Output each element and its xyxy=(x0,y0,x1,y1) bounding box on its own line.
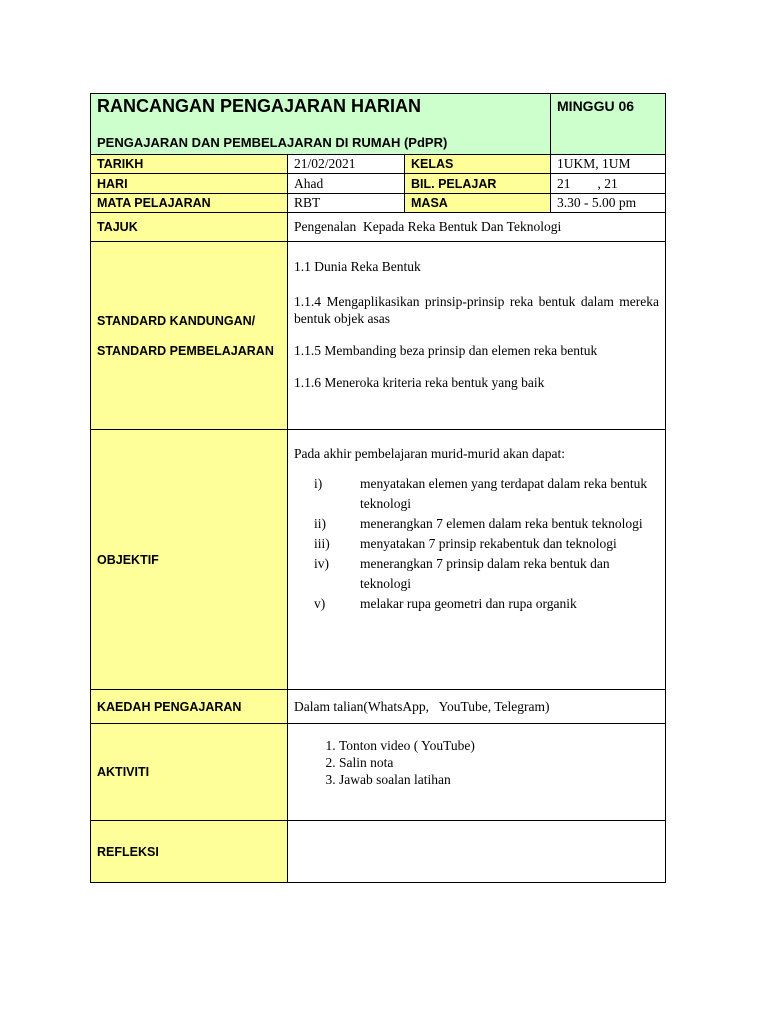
objektif-item-text: menerangkan 7 elemen dalam reka bentuk teknologi xyxy=(360,516,643,531)
info-row-tarikh xyxy=(91,155,666,174)
objektif-list xyxy=(294,474,659,614)
objektif-item xyxy=(294,554,659,594)
bil-pelajar-value: 21 , 21 xyxy=(551,174,666,194)
aktiviti-item: 3. Jawab soalan latihan xyxy=(339,771,659,788)
refleksi-value xyxy=(288,821,666,883)
standard-label-cell xyxy=(91,242,288,430)
aktiviti-row xyxy=(91,724,666,821)
standard-item: 1.1.4 Mengaplikasikan prinsip-prinsip reka bentuk dalam mereka bentuk objek asas xyxy=(294,294,660,326)
bil-pelajar-label: BIL. PELAJAR xyxy=(405,174,551,194)
refleksi-row xyxy=(91,821,666,883)
kaedah-label: KAEDAH PENGAJARAN xyxy=(91,690,288,724)
lesson-plan-table xyxy=(90,93,666,883)
tarikh-label: TARIKH xyxy=(91,155,288,174)
refleksi-label: REFLEKSI xyxy=(91,821,288,883)
tajuk-label: TAJUK xyxy=(91,213,288,242)
tajuk-value: Pengenalan Kepada Reka Bentuk Dan Teknologi xyxy=(288,213,666,242)
tarikh-value: 21/02/2021 xyxy=(288,155,405,174)
header-title-cell xyxy=(91,94,551,155)
aktiviti-list xyxy=(294,737,659,788)
masa-label: MASA xyxy=(405,194,551,213)
objektif-item xyxy=(294,474,659,514)
week-cell xyxy=(551,94,666,155)
document-title: RANCANGAN PENGAJARAN HARIAN xyxy=(97,96,422,116)
kaedah-value: Dalam talian(WhatsApp, YouTube, Telegram) xyxy=(288,690,666,724)
objektif-row xyxy=(91,430,666,690)
info-row-mata-pelajaran xyxy=(91,194,666,213)
lesson-plan-sheet xyxy=(90,93,665,883)
aktiviti-label: AKTIVITI xyxy=(91,724,288,821)
week-label: MINGGU 06 xyxy=(557,98,635,114)
objektif-item xyxy=(294,534,659,554)
objektif-item-number: iv) xyxy=(314,556,329,571)
objektif-item-number: iii) xyxy=(314,536,330,551)
objektif-label: OBJEKTIF xyxy=(91,430,288,690)
objektif-item xyxy=(294,594,659,614)
objektif-intro: Pada akhir pembelajaran murid-murid akan dapat: xyxy=(294,446,566,461)
standard-kandungan-label: STANDARD KANDUNGAN/ xyxy=(97,313,256,328)
objektif-item-number: ii) xyxy=(314,516,326,531)
kelas-label: KELAS xyxy=(405,155,551,174)
standard-row xyxy=(91,242,666,430)
info-row-hari xyxy=(91,174,666,194)
kaedah-row xyxy=(91,690,666,724)
mata-pelajaran-label: MATA PELAJARAN xyxy=(91,194,288,213)
masa-value: 3.30 - 5.00 pm xyxy=(551,194,666,213)
mata-pelajaran-value: RBT xyxy=(288,194,405,213)
aktiviti-item: 1. Tonton video ( YouTube) xyxy=(339,737,659,754)
objektif-item-text: melakar rupa geometri dan rupa organik xyxy=(360,596,577,611)
standard-pembelajaran-label: STANDARD PEMBELAJARAN xyxy=(97,343,274,358)
aktiviti-item: 2. Salin nota xyxy=(339,754,659,771)
objektif-item-text: menerangkan 7 prinsip dalam reka bentuk dan teknologi xyxy=(360,556,610,591)
standard-item: 1.1.5 Membanding beza prinsip dan elemen reka bentuk xyxy=(294,343,598,358)
objektif-item-number: i) xyxy=(314,476,323,491)
document-subtitle: PENGAJARAN DAN PEMBELAJARAN DI RUMAH (PdPR) xyxy=(97,135,448,150)
hari-value: Ahad xyxy=(288,174,405,194)
kelas-value: 1UKM, 1UM xyxy=(551,155,666,174)
objektif-item-text: menyatakan 7 prinsip rekabentuk dan teknologi xyxy=(360,536,617,551)
objektif-item-number: v) xyxy=(314,596,326,611)
standard-item: 1.1 Dunia Reka Bentuk xyxy=(294,259,421,274)
header-row xyxy=(91,94,666,155)
tajuk-row xyxy=(91,213,666,242)
aktiviti-content-cell xyxy=(288,724,666,821)
objektif-content-cell xyxy=(288,430,666,690)
objektif-item xyxy=(294,514,659,534)
standard-content-cell xyxy=(288,242,666,430)
hari-label: HARI xyxy=(91,174,288,194)
objektif-item-text: menyatakan elemen yang terdapat dalam reka bentuk teknologi xyxy=(360,476,648,511)
standard-item: 1.1.6 Meneroka kriteria reka bentuk yang baik xyxy=(294,375,545,390)
